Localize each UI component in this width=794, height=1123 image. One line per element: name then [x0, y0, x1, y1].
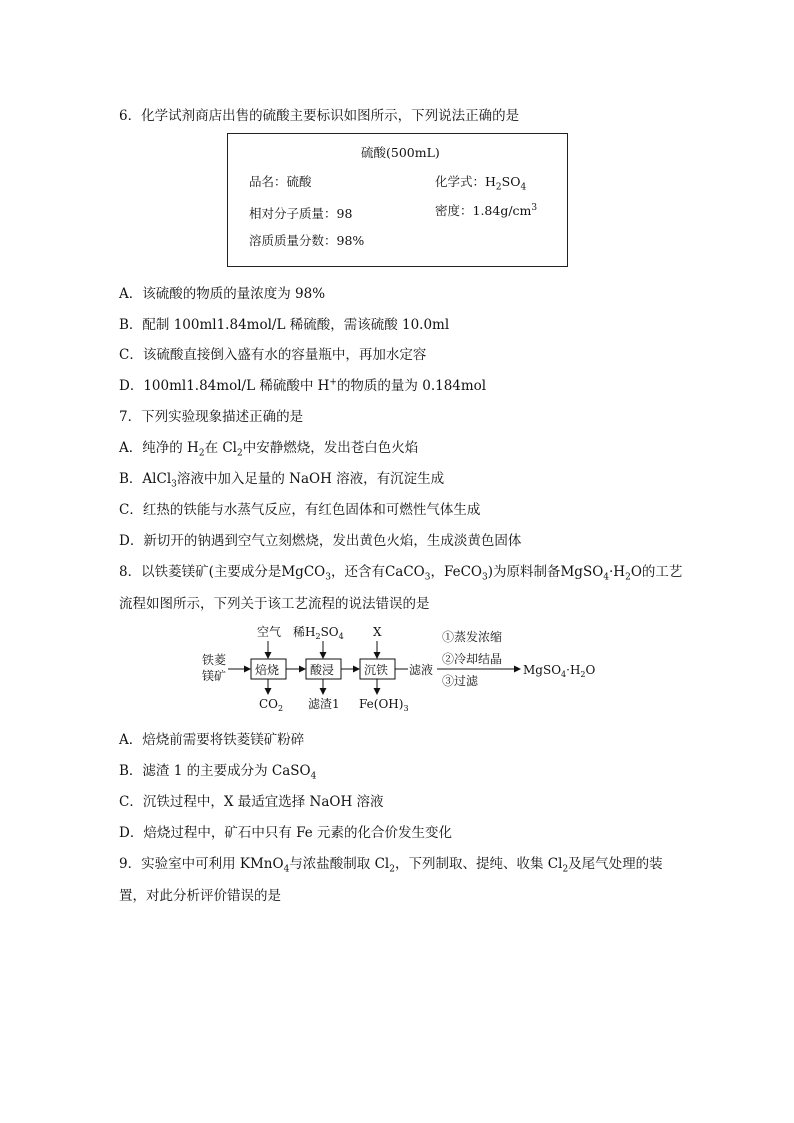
q6-d-text-2: 的物质的量为 0.184mol [336, 378, 487, 394]
q9-text-3: ，下列制取、提纯、收集 Cl [394, 856, 563, 872]
q8-option-b [119, 759, 316, 782]
q9-stem-line2: 置，对此分析评价错误的是 [119, 888, 281, 904]
label-density [435, 201, 537, 219]
reagent-label-box [227, 133, 568, 267]
flow-product: $MgSO_4\cdot H_2O$ [523, 663, 596, 679]
q7-a-text-2: 在 Cl [204, 440, 238, 456]
flow-co2: $CO_2$ [259, 697, 284, 713]
q7-option-d: D．新切开的钠遇到空气立刻燃烧，发出黄色火焰，生成淡黄色固体 [119, 533, 522, 549]
q6-d-text-1: D．100ml1.84mol/L 稀硫酸中 H [119, 378, 330, 394]
flow-feoh: $Fe(OH)_3$ [359, 697, 409, 713]
flow-filtrate: 滤液 [409, 663, 434, 677]
label-mass: 相对分子质量：98 [249, 206, 353, 221]
q8-b-text: B．滤渣 1 的主要成分为 CaSO [119, 763, 311, 779]
q9-text-4: 及尾气处理的装 [568, 856, 663, 872]
q9-text-2: 与浓盐酸制取 Cl [289, 856, 390, 872]
q8-stem-sub-1: 3 [325, 572, 331, 583]
q9-stem-line1 [119, 852, 663, 875]
q7-stem: 7．下列实验现象描述正确的是 [119, 409, 304, 425]
flow-residue: 滤渣1 [308, 697, 340, 711]
q8-stem-text-3: ，FeCO [430, 564, 482, 580]
q9-sub-3: 2 [562, 864, 569, 875]
label-fraction: 溶质质量分数：98% [249, 233, 365, 248]
q7-option-c: C．红热的铁能与水蒸气反应，有红色固体和可燃性气体生成 [119, 502, 481, 518]
flow-op-filter: ③过滤 [442, 674, 479, 688]
q8-stem-line1 [119, 560, 682, 583]
q6-stem: 6．化学试剂商店出售的硫酸主要标识如图所示，下列说法正确的是 [119, 108, 520, 124]
flow-acid: 稀$H_2SO_4$ [293, 625, 344, 641]
q7-option-b [119, 467, 444, 490]
q7-b-sub: 3 [171, 479, 177, 490]
flow-step-roast: 焙烧 [255, 663, 280, 677]
q8-stem-line2: 流程如图所示，下列关于该工艺流程的说法错误的是 [119, 596, 430, 612]
q6-d-sup: + [329, 377, 337, 388]
q8-stem-text-5: ·H [609, 564, 626, 580]
q8-stem-sub-4: 4 [603, 572, 610, 583]
formula-sub: 2 [495, 182, 502, 193]
q7-a-sub-2: 2 [237, 448, 243, 459]
q8-stem-sub-5: 2 [625, 572, 631, 583]
q8-option-d: D．焙烧过程中，矿石中只有 Fe 元素的化合价发生变化 [119, 825, 453, 841]
q8-stem-text-2: ，还含有CaCO [330, 564, 425, 580]
flow-ore-line2: 镁矿 [202, 669, 227, 683]
density-text: 密度：1.84g/cm [435, 203, 532, 218]
q6-option-c: C．该硫酸直接倒入盛有水的容量瓶中，再加水定容 [119, 347, 427, 363]
process-flow-diagram [195, 618, 605, 716]
q6-option-b: B．配制 100ml1.84mol/L 稀硫酸，需该硫酸 10.0ml [119, 317, 450, 333]
q7-a-text-3: 中安静燃烧，发出苍白色火焰 [242, 440, 419, 456]
flow-x: X [373, 625, 382, 639]
flow-ore-line1: 铁菱 [202, 653, 227, 667]
formula-sub-2: 4 [520, 182, 527, 193]
q9-sub-1: 4 [283, 864, 290, 875]
q6-option-a: A．该硫酸的物质的量浓度为 98% [119, 286, 326, 302]
flow-step-leach: 酸浸 [310, 663, 335, 677]
q8-option-a: A．焙烧前需要将铁菱镁矿粉碎 [119, 732, 305, 748]
label-name: 品名：硫酸 [249, 174, 312, 189]
q7-option-a [119, 436, 418, 459]
flow-air: 空气 [257, 625, 282, 639]
label-formula [435, 172, 526, 193]
q7-b-text-2: 溶液中加入足量的 NaOH 溶液，有沉淀生成 [176, 471, 445, 487]
q9-text-1: 9．实验室中可利用 KMnO [119, 856, 284, 872]
q7-b-text-1: B．AlCl [119, 471, 172, 487]
label-title: 硫酸(500mL) [361, 145, 440, 160]
q8-stem-text-1: 8．以铁菱镁矿(主要成分是MgCO [119, 564, 326, 580]
formula-text-2: SO [501, 174, 521, 189]
q7-a-text-1: A．纯净的 H [119, 440, 199, 456]
q9-sub-2: 2 [389, 864, 395, 875]
density-sup: 3 [531, 202, 538, 213]
flow-op-evaporate: ①蒸发浓缩 [442, 630, 503, 644]
q6-option-d [119, 374, 486, 394]
q8-b-sub: 4 [310, 771, 317, 782]
q8-option-c: C．沉铁过程中，X 最适宜选择 NaOH 溶液 [119, 794, 384, 810]
flow-step-iron: 沉铁 [364, 663, 389, 677]
q8-stem-sub-2: 3 [424, 572, 431, 583]
q7-a-sub-1: 2 [198, 448, 205, 459]
flow-op-cool: ②冷却结晶 [442, 652, 503, 666]
q8-stem-sub-3: 3 [481, 572, 488, 583]
q8-stem-text-4: )为原料制备MgSO [487, 564, 604, 580]
q8-stem-text-6: O的工艺 [630, 564, 683, 580]
formula-text: 化学式：H [435, 174, 496, 189]
